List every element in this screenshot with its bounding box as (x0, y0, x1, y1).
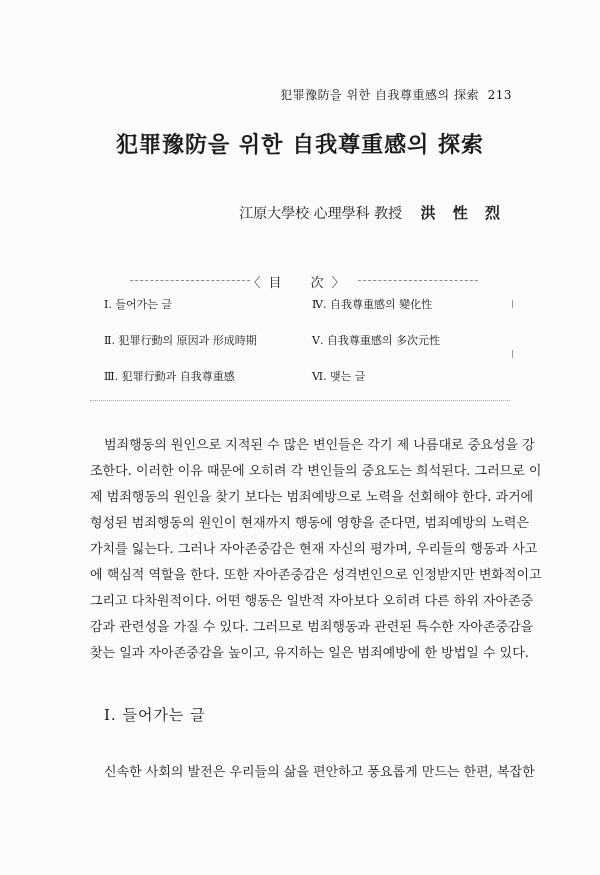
author-name: 洪 性 烈 (420, 204, 506, 222)
toc-tick (512, 300, 513, 308)
page-number: 213 (487, 88, 512, 102)
running-head (280, 86, 512, 103)
abstract-line: 찾는 일과 자아존중감을 높이고, 유지하는 일은 범죄예방에 한 방법일 수 있다. (90, 646, 529, 661)
section-body (90, 760, 535, 786)
abstract-line: 제 범죄행동의 원인을 찾기 보다는 범죄예방으로 노력을 선회해야 한다. 과거에 (90, 490, 534, 505)
abstract-line: 그리고 다차원적이다. 어떤 행동은 일반적 자아보다 오히려 다른 하위 자아존중 (90, 594, 534, 609)
running-head-title: 犯罪豫防을 위한 自我尊重感의 探索 (280, 88, 479, 102)
toc-item: Ⅳ. 自我尊重感의 變化性 (312, 298, 433, 311)
toc-item: Ⅵ. 맺는 글 (312, 370, 366, 383)
author-affiliation: 江原大學校 心理學科 教授 (239, 206, 403, 222)
abstract-line: 범죄행동의 원인으로 지적된 수 많은 변인들은 각기 제 나름대로 중요성을 강 (104, 438, 535, 453)
toc-item: Ⅴ. 自我尊重感의 多次元性 (312, 334, 441, 347)
abstract-line: 형성된 범죄행동의 원인이 현재까지 행동에 영향을 준다면, 범죄예방의 노력은 (90, 516, 530, 531)
author-block (239, 202, 506, 223)
abstract-line: 에 핵심적 역할을 한다. 또한 자아존중감은 성격변인으로 인정받지만 변화적이고 (90, 568, 542, 583)
toc-item: Ⅲ. 犯罪行動과 自我尊重感 (104, 370, 235, 383)
toc-heading: 〈目 次〉 (247, 276, 353, 291)
abstract-line: 가치를 잃는다. 그러나 자아존중감은 현재 자신의 평가며, 우리들의 행동과 사고 (90, 542, 538, 557)
article-title: 犯罪豫防을 위한 自我尊重感의 探索 (116, 132, 484, 158)
abstract (90, 433, 542, 667)
abstract-line: 감과 관련성을 가질 수 있다. 그러므로 범죄행동과 관련된 특수한 자아존중감을 (90, 620, 534, 635)
body-line: 신속한 사회의 발전은 우리들의 삶을 편안하고 풍요롭게 만드는 한편, 복잡한 (104, 765, 535, 780)
toc-tick (512, 350, 513, 358)
toc-item: Ⅱ. 犯罪行動의 原因과 形成時期 (104, 334, 257, 347)
toc-bottom-rule (90, 400, 510, 401)
toc-item: Ⅰ. 들어가는 글 (104, 298, 172, 311)
abstract-line: 조한다. 이러한 이유 때문에 오히려 각 변인들의 중요도는 희석된다. 그러므로 이 (90, 464, 542, 479)
section-heading: Ⅰ. 들어가는 글 (104, 706, 206, 724)
